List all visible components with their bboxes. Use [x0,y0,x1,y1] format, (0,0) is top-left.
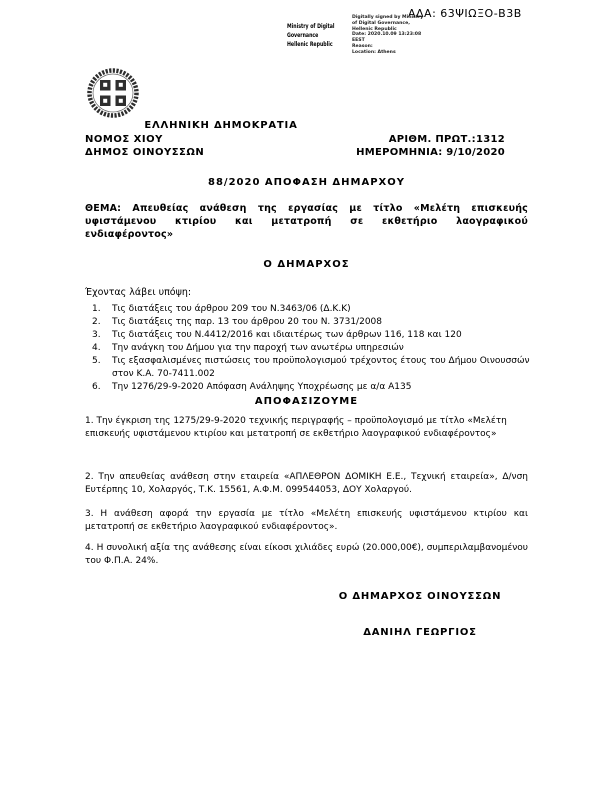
stamp-authority-line: Ministry of Digital [287,23,335,30]
list-item-number: 4. [92,343,101,353]
municipality-label: ΔΗΜΟΣ ΟΙΝΟΥΣΣΩΝ [85,147,205,158]
list-item-text: Τις διατάξεις της παρ. 13 του άρθρου 20 του Ν. 3731/2008 [112,317,382,327]
protocol-number: ΑΡΙΘΜ. ΠΡΩΤ.:1312 [388,134,505,145]
list-item-number: 1. [92,304,101,314]
list-item-text: Την 1276/29-9-2020 Απόφαση Ανάληψης Υποχρέωσης με α/α Α135 [112,382,412,392]
list-item-text: Τις διατάξεις του άρθρου 209 του Ν.3463/06 (Δ.Κ.Κ) [112,304,351,314]
consideration-item [92,355,532,381]
stamp-authority-line: Governance [287,32,319,39]
stamp-signature-line: EEST [352,38,365,44]
signature-name: ΔΑΝΙΗΛ ΓΕΩΡΓΙΟΣ [363,627,477,638]
consideration-item [92,381,532,394]
stamp-signature-details [352,15,423,56]
list-item-number: 5. [92,356,101,366]
stamp-signature-line: Digitally signed by Ministry [352,15,424,20]
decision-paragraph-3: 3. Η ανάθεση αφορά την εργασία με τίτλο «Μελέτη επισκευής υφιστάμενου κτιρίου και μετατροπή σε εκθετήριο λαογραφικού ενδιαφέροντος». [85,509,528,532]
decision-paragraph-2: 2. Την απευθείας ανάθεση στην εταιρεία «ΑΠΛΕΘΡΟΝ ΔΟΜΙΚΗ Ε.Ε., Τεχνική εταιρεία», Δ/νση Ευτέρπης 10, Χολαργός, Τ.Κ. 15561, Α.Φ.Μ. 099544053, ΔΟΥ Χολαργού. [85,472,528,495]
stamp-signature-line: Date: 2020.10.09 13:23:08 [352,32,422,38]
protocol-block [300,133,505,159]
decision-title: 88/2020 ΑΠΟΦΑΣΗ ΔΗΜΑΡΧΟΥ [208,177,405,188]
consideration-item [92,342,532,355]
ada-code: ΑΔΑ: 63ΨΙΩΞΟ-Β3Β [408,7,522,20]
decision-heading: ΑΠΟΦΑΣΙΖΟΥΜΕ [254,396,359,407]
stamp-authority-text [287,22,334,49]
stamp-signature-line: Reason: [352,43,373,49]
list-item-number: 3. [92,330,101,340]
stamp-signature-line: Hellenic Republic [352,26,397,32]
stamp-signature-line: of Digital Governance, [352,20,411,26]
subject-paragraph: ΘΕΜΑ: Απευθείας ανάθεση της εργασίας με τίτλο «Μελέτη επισκευής υφιστάμενου κτιρίου και μετατροπή σε εκθετήριο λαογραφικού ενδιαφέροντος» [85,203,528,240]
consideration-item [92,329,532,342]
list-item-text: Τις εξασφαλισμένες πιστώσεις του προϋπολογισμού τρέχοντος έτους του Δήμου Οινουσσών στον Κ.Α. 70-7411.002 [112,356,530,379]
list-item-number: 6. [92,382,101,392]
consideration-item [92,303,532,316]
digital-signature-stamp [287,15,423,56]
list-item-text: Την ανάγκη του Δήμου για την παροχή των ανωτέρω υπηρεσιών [112,343,404,353]
document-date: ΗΜΕΡΟΜΗΝΙΑ: 9/10/2020 [356,147,505,158]
consideration-item [92,316,532,329]
list-item-number: 2. [92,317,101,327]
greek-coat-of-arms [87,68,139,118]
signature-block [330,591,510,638]
considering-intro: Έχοντας λάβει υπόψη: [85,287,192,298]
issuer-block [85,133,204,159]
mayor-heading: Ο ΔΗΜΑΡΧΟΣ [263,259,350,270]
signature-title: Ο ΔΗΜΑΡΧΟΣ ΟΙΝΟΥΣΣΩΝ [338,591,502,602]
stamp-authority-line: Hellenic Republic [287,41,333,48]
coat-of-arms-icon [87,68,139,118]
decision-paragraph-4: 4. Η συνολική αξία της ανάθεσης είναι είκοσι χιλιάδες ευρώ (20.000,00€), συμπεριλαμβανομένου του Φ.Π.Α. 24%. [85,543,528,566]
stamp-signature-line: Location: Athens [352,49,396,55]
considerations-list [92,303,532,394]
decision-paragraph-1: 1. Την έγκριση της 1275/29-9-2020 τεχνικής περιγραφής – προϋπολογισμό με τίτλο «Μελέτη επισκευής υφιστάμενου κτιρίου και μετατροπή σε εκθετήριο λαογραφικού ενδιαφέροντος» [85,416,507,439]
prefecture-label: ΝΟΜΟΣ ΧΙΟΥ [85,134,163,145]
republic-title: ΕΛΛΗΝΙΚΗ ΔΗΜΟΚΡΑΤΙΑ [144,120,298,131]
list-item-text: Τις διατάξεις του Ν.4412/2016 και ιδιαιτέρως των άρθρων 116, 118 και 120 [112,330,462,340]
